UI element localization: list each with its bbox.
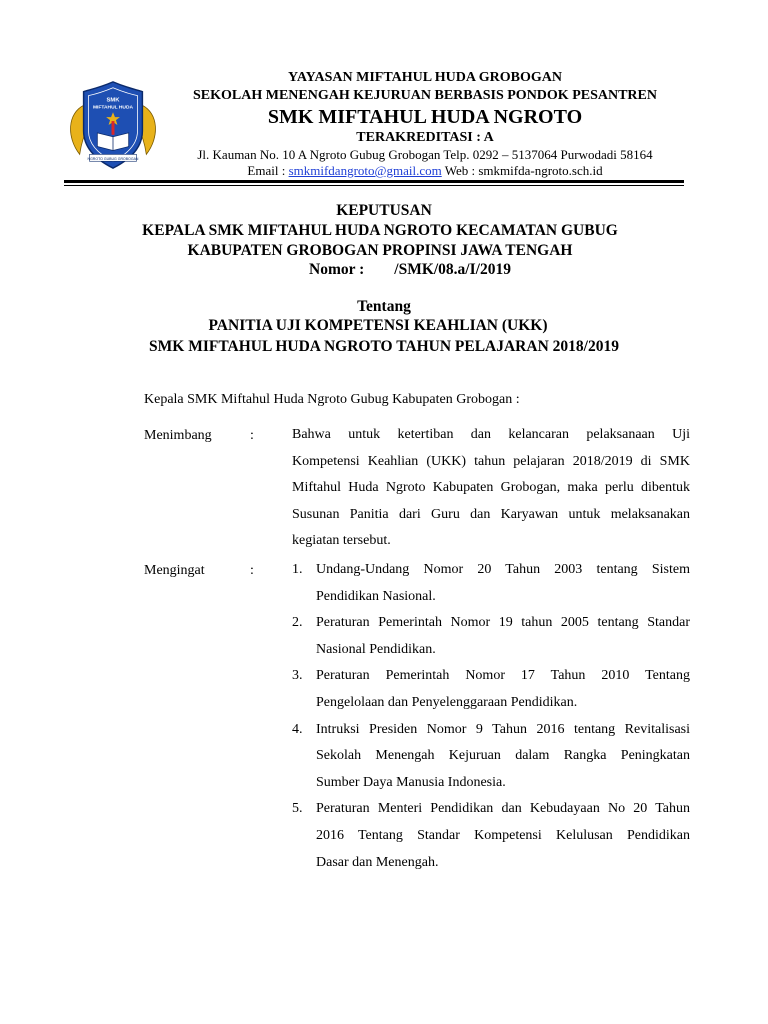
email-link[interactable]: smkmifdangroto@gmail.com: [288, 163, 442, 178]
intro-text: Kepala SMK Miftahul Huda Ngroto Gubug Kabupaten Grobogan :: [144, 392, 520, 407]
list-item-line: Sekolah Menengah Kejuruan dalam Rangka Peningkatan: [316, 748, 690, 764]
letterhead-rule-thin: [64, 185, 684, 186]
accreditation: TERAKREDITASI : A: [356, 130, 494, 145]
list-item: [292, 717, 690, 797]
list-item-number: 2.: [292, 615, 303, 631]
list-item-line: Sumber Daya Manusia Indonesia.: [316, 774, 506, 790]
decree-number: [26, 261, 768, 279]
decree-about: Tentang: [357, 298, 411, 315]
menimbang-paragraph: [292, 422, 690, 555]
school-name: SMK MIFTAHUL HUDA NGROTO: [267, 106, 583, 128]
decree-heading: KEPUTUSAN: [336, 202, 432, 219]
list-item-line: Pengelolaan dan Penyelenggaraan Pendidikan.: [316, 694, 578, 710]
list-item-number: 4.: [292, 721, 303, 737]
web-address: smkmifda-ngroto.sch.id: [478, 163, 603, 178]
logo-text-bottom: NGROTO GUBUG GROBOGAN: [87, 156, 139, 161]
menimbang-label: Menimbang: [144, 428, 212, 443]
list-item-number: 5.: [292, 801, 303, 817]
logo-text-name: MIFTAHUL HUDA: [92, 105, 134, 111]
school-logo: [64, 76, 162, 174]
contact-line: [160, 163, 690, 179]
address: Jl. Kauman No. 10 A Ngroto Gubug Grobogan Telp. 0292 – 5137064 Purwodadi 58164: [197, 147, 653, 162]
list-item-line: Peraturan Pemerintah Nomor 17 Tahun 2010 Tentang: [316, 668, 690, 684]
letterhead-rule-thick: [64, 180, 684, 183]
list-item-line: Dasar dan Menengah.: [316, 854, 439, 870]
mengingat-list: [292, 557, 690, 876]
decree-line1: KEPALA SMK MIFTAHUL HUDA NGROTO KECAMATAN GUBUG: [142, 222, 618, 239]
menimbang-line: kegiatan tersebut.: [292, 533, 391, 549]
logo-text-top: SMK: [106, 97, 120, 104]
mengingat-label: Mengingat: [144, 563, 205, 578]
school-type: SEKOLAH MENENGAH KEJURUAN BERBASIS PONDOK PESANTREN: [192, 88, 657, 103]
menimbang-line: Miftahul Huda Ngroto Kabupaten Grobogan, maka perlu dibentuk: [292, 480, 690, 496]
menimbang-line: Susunan Panitia dari Guru dan Karyawan untuk melaksanakan: [292, 506, 690, 522]
list-item: [292, 610, 690, 663]
list-item-line: Pendidikan Nasional.: [316, 588, 436, 604]
menimbang-line: Kompetensi Keahlian (UKK) tahun pelajaran 2018/2019 di SMK: [292, 453, 690, 469]
mengingat-colon: :: [250, 563, 254, 578]
list-item: [292, 663, 690, 716]
decree-subject2: SMK MIFTAHUL HUDA NGROTO TAHUN PELAJARAN 2018/2019: [149, 338, 619, 355]
email-label: Email :: [247, 163, 289, 178]
decree-line2: KABUPATEN GROBOGAN PROPINSI JAWA TENGAH: [187, 242, 573, 259]
list-item-line: Peraturan Pemerintah Nomor 19 tahun 2005 tentang Standar: [316, 615, 690, 631]
list-item: [292, 557, 690, 610]
menimbang-colon: :: [250, 428, 254, 443]
foundation-name: YAYASAN MIFTAHUL HUDA GROBOGAN: [288, 70, 562, 85]
decree-subject1: PANITIA UJI KOMPETENSI KEAHLIAN (UKK): [208, 317, 548, 334]
list-item-number: 3.: [292, 668, 303, 684]
web-label: Web :: [441, 163, 479, 178]
list-item-line: Peraturan Menteri Pendidikan dan Kebudayaan No 20 Tahun: [316, 801, 690, 817]
list-item-line: 2016 Tentang Standar Kompetensi Kelulusan Pendidikan: [316, 827, 690, 843]
menimbang-line: Bahwa untuk ketertiban dan kelancaran pelaksanaan Uji: [292, 427, 690, 442]
list-item-line: Intruksi Presiden Nomor 9 Tahun 2016 tentang Revitalisasi: [316, 721, 690, 737]
list-item-line: Undang-Undang Nomor 20 Tahun 2003 tentang Sistem: [316, 562, 690, 577]
decree-number-label: Nomor :: [309, 261, 365, 278]
list-item-number: 1.: [292, 562, 303, 577]
list-item: [292, 796, 690, 876]
list-item-line: Nasional Pendidikan.: [316, 641, 436, 657]
decree-number-value: /SMK/08.a/I/2019: [394, 261, 511, 278]
